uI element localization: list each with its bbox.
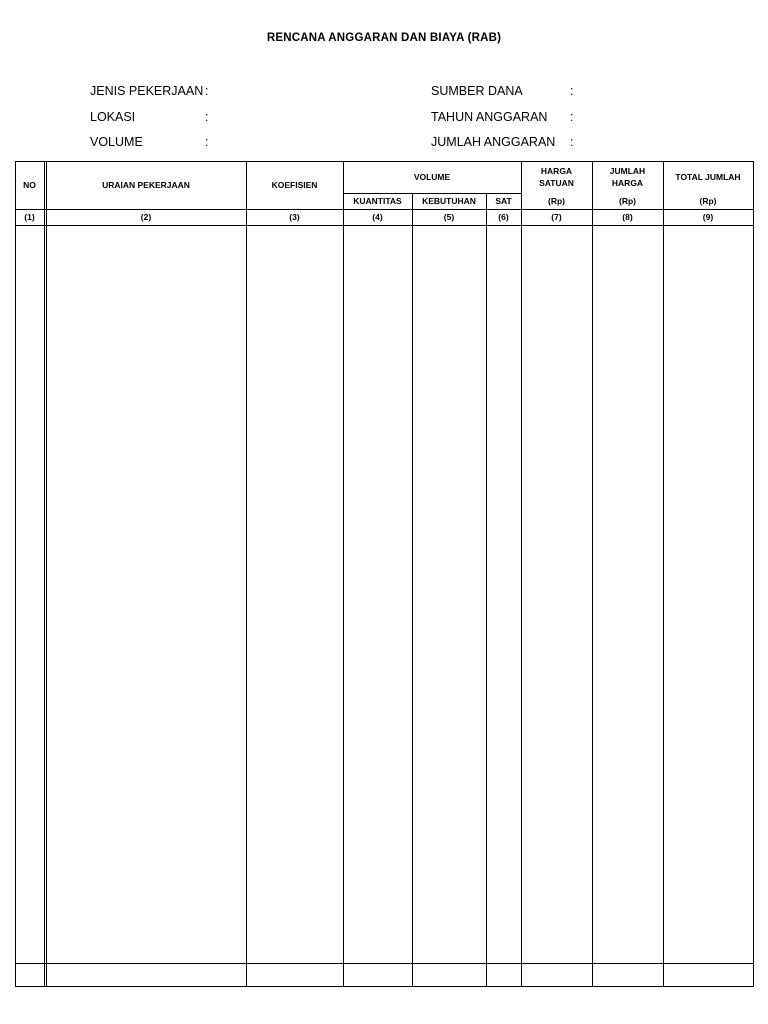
- header-koefisien: KOEFISIEN: [271, 180, 318, 190]
- document-title: RENCANA ANGGARAN DAN BIAYA (RAB): [266, 32, 502, 44]
- jumlah-anggaran-colon: :: [570, 135, 574, 149]
- column-number-7: (7): [551, 212, 562, 222]
- header-jumlah-harga-line2: HARGA: [611, 178, 644, 188]
- header-kebutuhan: KEBUTUHAN: [422, 196, 476, 206]
- header-total-jumlah: TOTAL JUMLAH: [675, 172, 741, 182]
- column-number-6: (6): [498, 212, 509, 222]
- volume-label: VOLUME: [90, 135, 143, 149]
- header-no: NO: [23, 180, 36, 190]
- jumlah-anggaran-label: JUMLAH ANGGARAN: [431, 135, 556, 149]
- sumber-dana-label: SUMBER DANA: [431, 84, 523, 98]
- column-number-8: (8): [622, 212, 633, 222]
- header-rp-9: (Rp): [699, 196, 717, 206]
- header-rp-7: (Rp): [548, 196, 565, 206]
- header-harga-satuan-line1: HARGA: [540, 166, 573, 176]
- volume-colon: :: [205, 135, 209, 149]
- jenis-pekerjaan-label: JENIS PEKERJAAN: [90, 84, 204, 98]
- column-number-4: (4): [372, 212, 383, 222]
- column-number-9: (9): [702, 212, 714, 222]
- header-jumlah-harga-line1: JUMLAH: [609, 166, 646, 176]
- table-body-empty: [15, 226, 753, 963]
- tahun-anggaran-label: TAHUN ANGGARAN: [431, 110, 548, 124]
- header-sat: SAT: [495, 196, 512, 206]
- lokasi-colon: :: [205, 110, 209, 124]
- header-volume: VOLUME: [413, 172, 451, 182]
- column-number-5: (5): [443, 212, 455, 222]
- table-total-row: [15, 964, 753, 986]
- header-kuantitas: KUANTITAS: [353, 196, 402, 206]
- header-harga-satuan: [521, 161, 592, 193]
- table-border-right: [753, 161, 754, 987]
- tahun-anggaran-colon: :: [570, 110, 574, 124]
- lokasi-label: LOKASI: [90, 110, 136, 124]
- header-harga-satuan-line2: SATUAN: [539, 178, 574, 188]
- column-number-2: (2): [140, 212, 152, 222]
- column-number-3: (3): [289, 212, 300, 222]
- table-border-bottom: [15, 986, 754, 987]
- header-jumlah-harga: [592, 161, 663, 193]
- header-uraian-pekerjaan: URAIAN PEKERJAAN: [102, 180, 190, 190]
- sumber-dana-colon: :: [570, 84, 574, 98]
- jenis-pekerjaan-colon: :: [205, 84, 209, 98]
- rab-table: [15, 161, 754, 987]
- header-rp-8: (Rp): [619, 196, 636, 206]
- column-number-1: (1): [24, 212, 35, 222]
